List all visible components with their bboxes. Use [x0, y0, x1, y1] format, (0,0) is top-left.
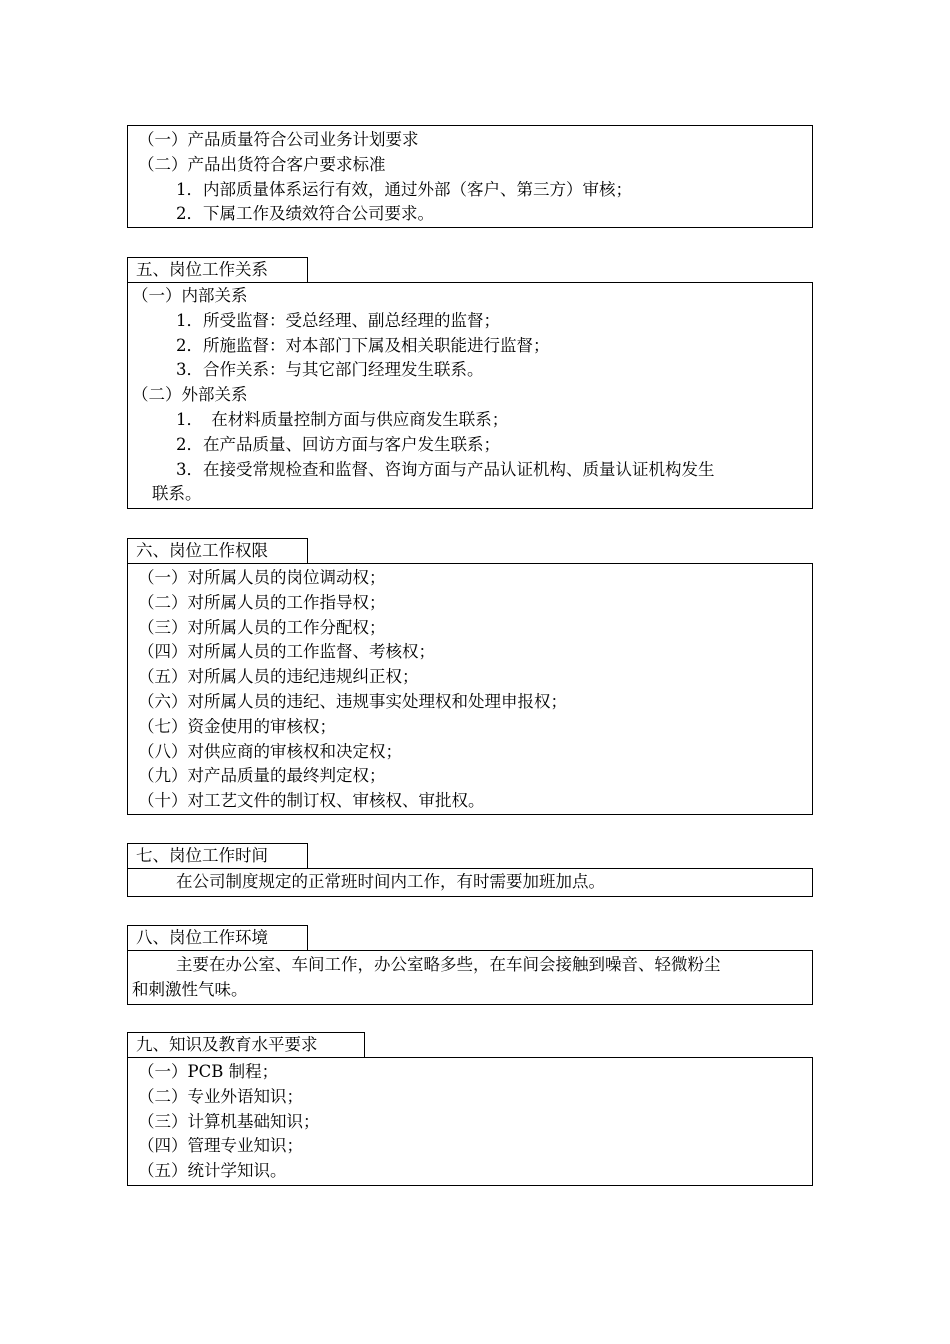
- standard-item: 2．下属工作及绩效符合公司要求。: [176, 204, 434, 224]
- knowledge-requirements-box: [127, 1057, 813, 1186]
- standard-item: （二）产品出货符合客户要求标准: [138, 154, 386, 174]
- relation-item: 2．在产品质量、回访方面与客户发生联系；: [176, 434, 500, 454]
- knowledge-item: （一）PCB 制程；: [138, 1062, 279, 1081]
- relation-item: 1． 在材料质量控制方面与供应商发生联系；: [176, 409, 509, 429]
- work-environment-text: 和刺激性气味。: [132, 979, 248, 999]
- relation-item: （一）内部关系: [132, 286, 248, 305]
- section-title-work-relations: 五、岗位工作关系: [127, 257, 308, 283]
- relation-item: 联系。: [152, 484, 202, 504]
- section-title-work-time: 七、岗位工作时间: [127, 843, 308, 869]
- work-time-text: 在公司制度规定的正常班时间内工作，有时需要加班加点。: [176, 872, 605, 891]
- authority-item: （五）对所属人员的违纪违规纠正权；: [138, 667, 419, 687]
- work-time-box: [127, 868, 813, 897]
- relation-item: 3．合作关系：与其它部门经理发生联系。: [176, 360, 484, 380]
- authority-item: （九）对产品质量的最终判定权；: [138, 766, 386, 786]
- knowledge-item: （三）计算机基础知识；: [138, 1111, 320, 1131]
- section-title-work-authority: 六、岗位工作权限: [127, 538, 308, 564]
- knowledge-item: （四）管理专业知识；: [138, 1136, 303, 1156]
- relation-item: 1．所受监督：受总经理、副总经理的监督；: [176, 310, 500, 330]
- authority-item: （三）对所属人员的工作分配权；: [138, 617, 386, 637]
- section-title-knowledge-requirements: 九、知识及教育水平要求: [127, 1032, 365, 1058]
- performance-standards-box: [127, 125, 813, 228]
- knowledge-item: （五）统计学知识。: [138, 1161, 287, 1181]
- work-relations-box: [127, 282, 813, 509]
- work-environment-text: 主要在办公室、车间工作，办公室略多些，在车间会接触到噪音、轻微粉尘: [176, 955, 721, 974]
- authority-item: （二）对所属人员的工作指导权；: [138, 592, 386, 612]
- authority-item: （七）资金使用的审核权；: [138, 716, 336, 736]
- standard-item: 1．内部质量体系运行有效，通过外部（客户、第三方）审核；: [176, 179, 632, 199]
- authority-item: （一）对所属人员的岗位调动权；: [138, 568, 386, 587]
- relation-item: （二）外部关系: [132, 385, 248, 405]
- authority-item: （四）对所属人员的工作监督、考核权；: [138, 642, 435, 662]
- relation-item: 2．所施监督：对本部门下属及相关职能进行监督；: [176, 335, 550, 355]
- relation-item: 3．在接受常规检查和监督、咨询方面与产品认证机构、质量认证机构发生: [176, 459, 715, 479]
- authority-item: （十）对工艺文件的制订权、审核权、审批权。: [138, 791, 485, 811]
- authority-item: （八）对供应商的审核权和决定权；: [138, 741, 402, 761]
- standard-item: （一）产品质量符合公司业务计划要求: [138, 130, 419, 149]
- work-environment-box: [127, 950, 813, 1005]
- authority-item: （六）对所属人员的违纪、违规事实处理权和处理申报权；: [138, 691, 567, 711]
- section-title-work-environment: 八、岗位工作环境: [127, 925, 308, 951]
- work-authority-box: [127, 563, 813, 815]
- knowledge-item: （二）专业外语知识；: [138, 1086, 303, 1106]
